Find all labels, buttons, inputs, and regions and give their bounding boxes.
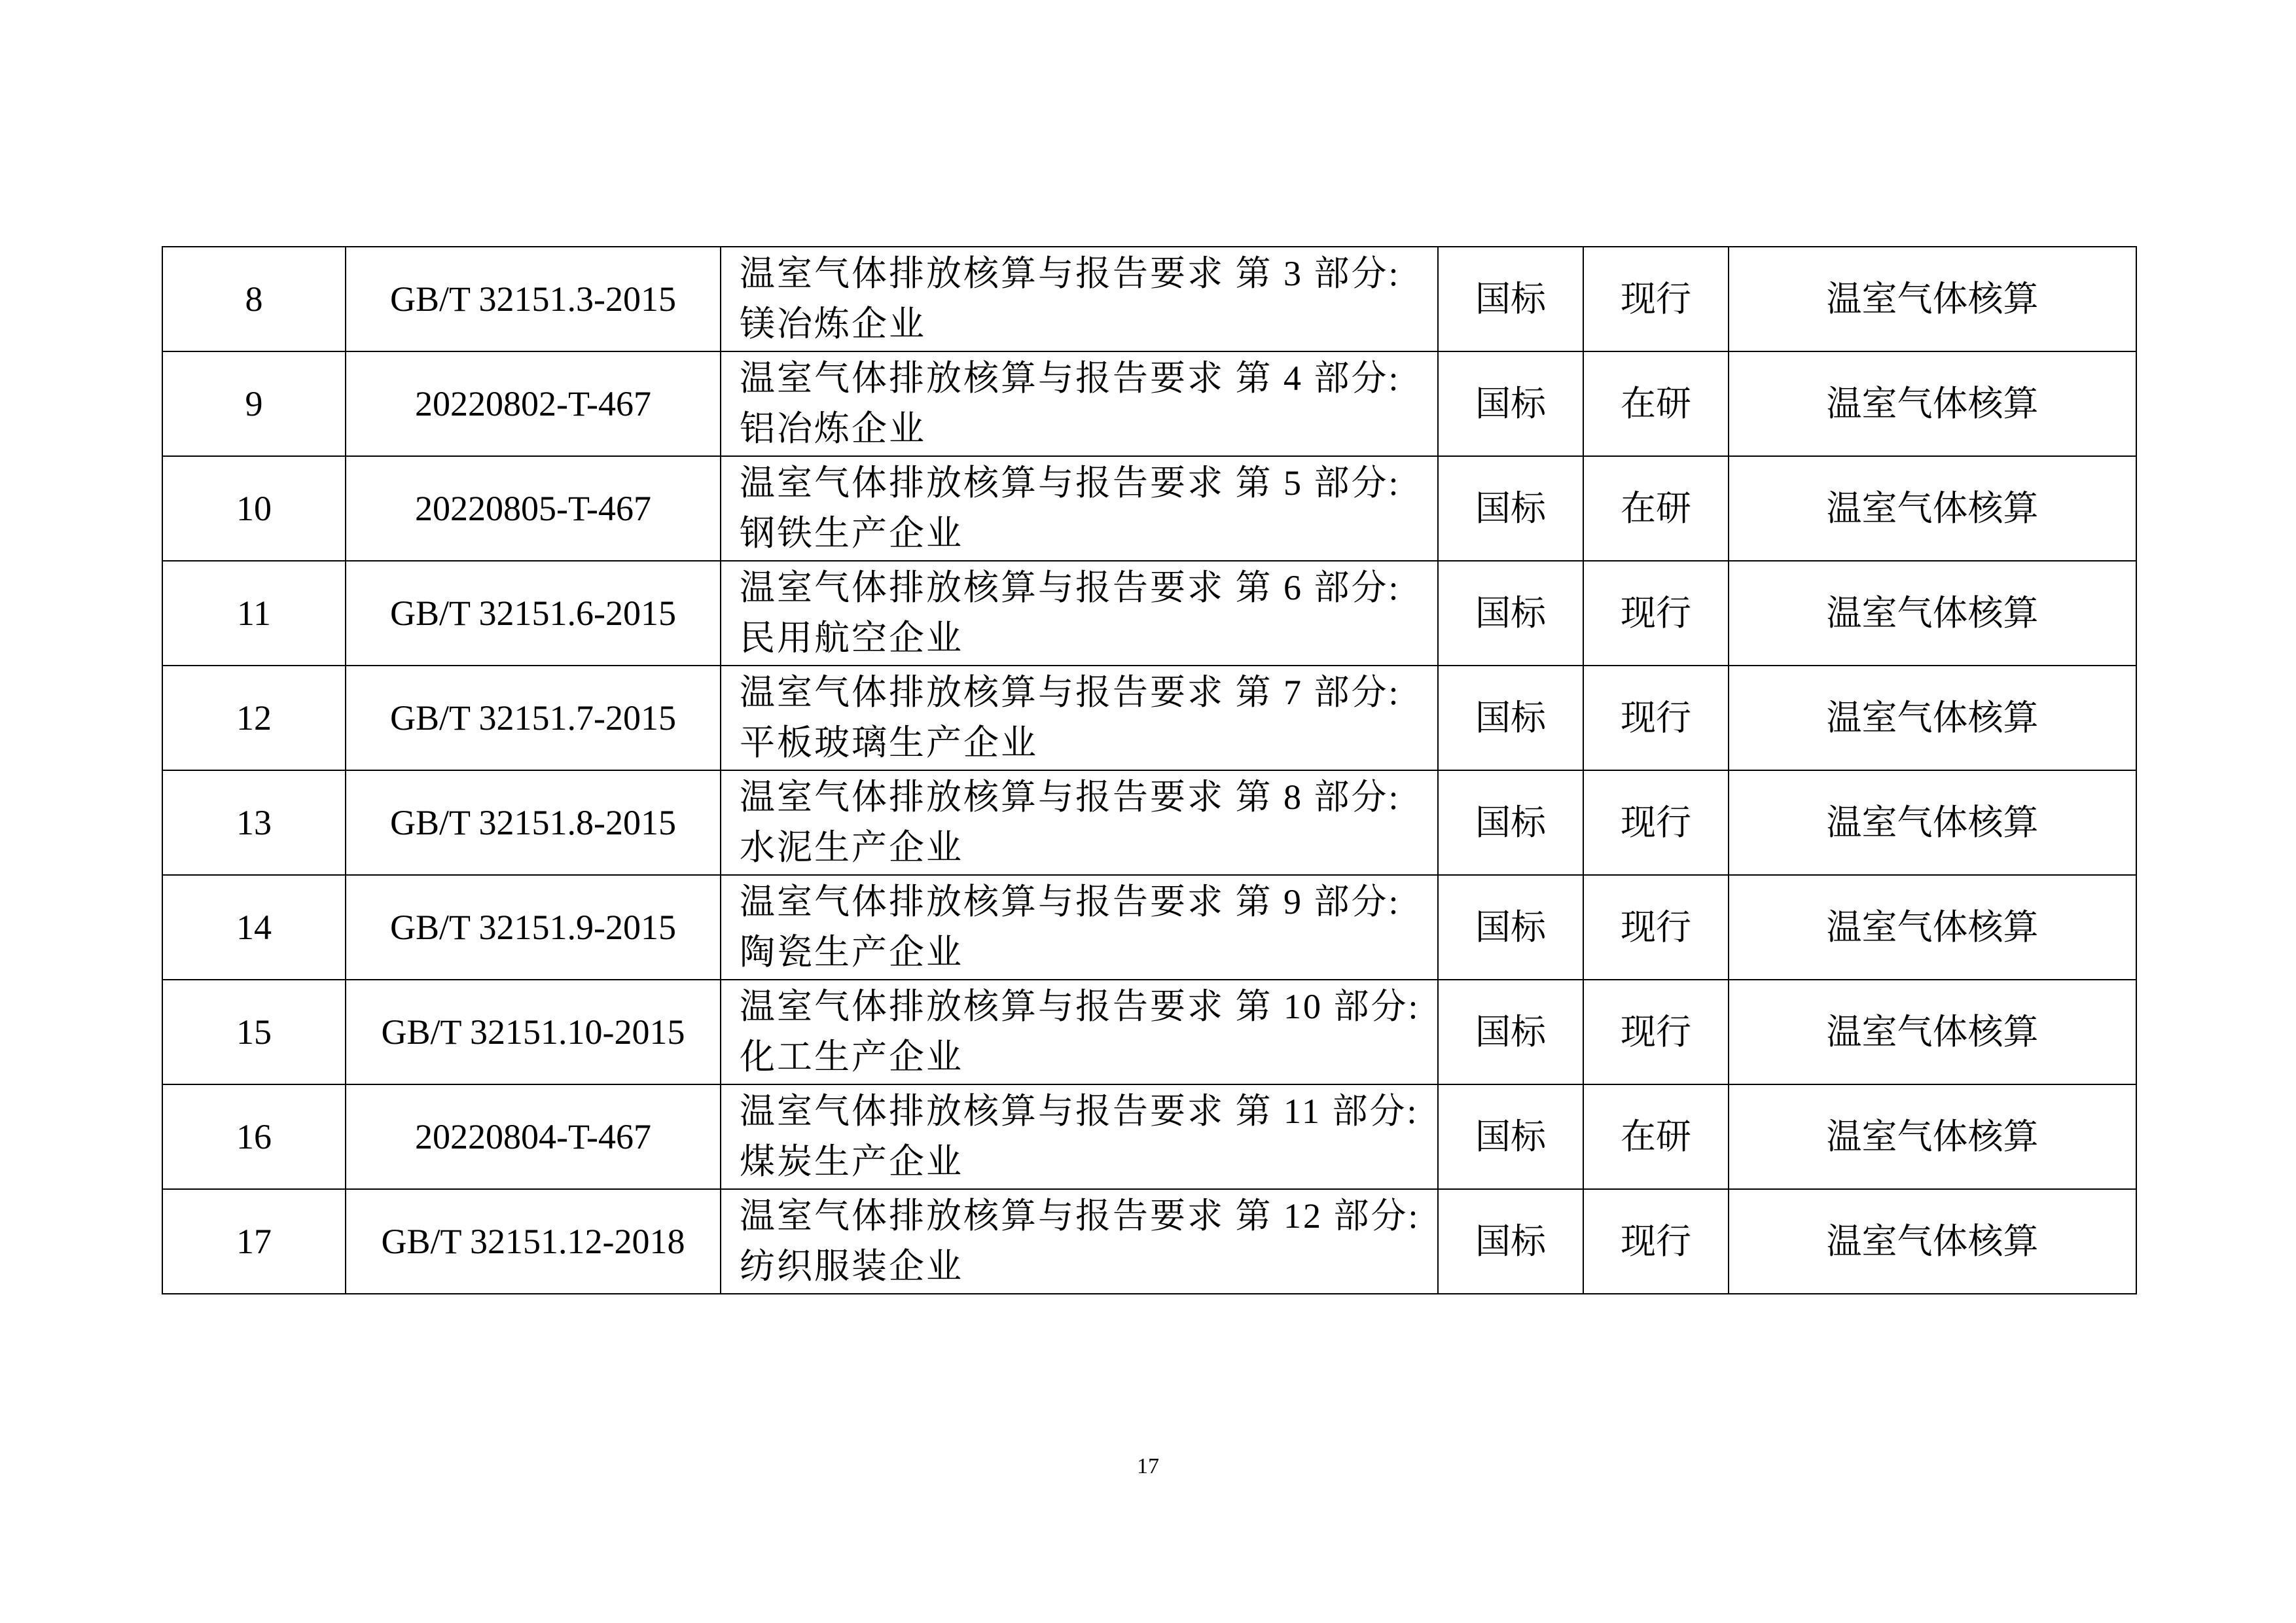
standard-level: 国标 bbox=[1438, 1189, 1583, 1294]
standard-status: 现行 bbox=[1583, 980, 1729, 1084]
standard-category: 温室气体核算 bbox=[1729, 770, 2136, 875]
standard-level: 国标 bbox=[1438, 561, 1583, 666]
standard-category: 温室气体核算 bbox=[1729, 1189, 2136, 1294]
standard-code: GB/T 32151.9-2015 bbox=[346, 875, 721, 980]
standard-category: 温室气体核算 bbox=[1729, 980, 2136, 1084]
standard-title: 温室气体排放核算与报告要求 第 6 部分: 民用航空企业 bbox=[721, 561, 1438, 666]
standard-status: 现行 bbox=[1583, 770, 1729, 875]
standard-level: 国标 bbox=[1438, 770, 1583, 875]
standard-title: 温室气体排放核算与报告要求 第 10 部分: 化工生产企业 bbox=[721, 980, 1438, 1084]
standard-category: 温室气体核算 bbox=[1729, 351, 2136, 456]
standard-code: 20220804-T-467 bbox=[346, 1084, 721, 1189]
standard-category: 温室气体核算 bbox=[1729, 561, 2136, 666]
table-row bbox=[162, 666, 2136, 770]
row-number: 9 bbox=[162, 351, 346, 456]
standard-category: 温室气体核算 bbox=[1729, 247, 2136, 351]
row-number: 8 bbox=[162, 247, 346, 351]
row-number: 10 bbox=[162, 456, 346, 561]
standard-code: 20220805-T-467 bbox=[346, 456, 721, 561]
row-number: 11 bbox=[162, 561, 346, 666]
standard-title: 温室气体排放核算与报告要求 第 8 部分: 水泥生产企业 bbox=[721, 770, 1438, 875]
standard-title: 温室气体排放核算与报告要求 第 7 部分: 平板玻璃生产企业 bbox=[721, 666, 1438, 770]
standard-title: 温室气体排放核算与报告要求 第 12 部分: 纺织服装企业 bbox=[721, 1189, 1438, 1294]
standard-level: 国标 bbox=[1438, 875, 1583, 980]
standards-table bbox=[162, 246, 2137, 1294]
standard-code: GB/T 32151.10-2015 bbox=[346, 980, 721, 1084]
table-row bbox=[162, 561, 2136, 666]
row-number: 14 bbox=[162, 875, 346, 980]
standard-status: 在研 bbox=[1583, 456, 1729, 561]
standard-title: 温室气体排放核算与报告要求 第 5 部分: 钢铁生产企业 bbox=[721, 456, 1438, 561]
standard-code: GB/T 32151.7-2015 bbox=[346, 666, 721, 770]
standard-status: 现行 bbox=[1583, 666, 1729, 770]
standard-category: 温室气体核算 bbox=[1729, 456, 2136, 561]
standard-title: 温室气体排放核算与报告要求 第 11 部分: 煤炭生产企业 bbox=[721, 1084, 1438, 1189]
standard-category: 温室气体核算 bbox=[1729, 875, 2136, 980]
standard-level: 国标 bbox=[1438, 666, 1583, 770]
standard-category: 温室气体核算 bbox=[1729, 666, 2136, 770]
standard-status: 现行 bbox=[1583, 561, 1729, 666]
standard-title: 温室气体排放核算与报告要求 第 3 部分: 镁冶炼企业 bbox=[721, 247, 1438, 351]
standard-status: 现行 bbox=[1583, 1189, 1729, 1294]
table-row bbox=[162, 351, 2136, 456]
standard-level: 国标 bbox=[1438, 456, 1583, 561]
table-row bbox=[162, 1084, 2136, 1189]
standard-code: GB/T 32151.6-2015 bbox=[346, 561, 721, 666]
row-number: 16 bbox=[162, 1084, 346, 1189]
standard-level: 国标 bbox=[1438, 980, 1583, 1084]
table-row bbox=[162, 247, 2136, 351]
standard-code: GB/T 32151.12-2018 bbox=[346, 1189, 721, 1294]
row-number: 17 bbox=[162, 1189, 346, 1294]
row-number: 12 bbox=[162, 666, 346, 770]
row-number: 13 bbox=[162, 770, 346, 875]
standard-title: 温室气体排放核算与报告要求 第 4 部分: 铝冶炼企业 bbox=[721, 351, 1438, 456]
table-row bbox=[162, 456, 2136, 561]
table-row bbox=[162, 1189, 2136, 1294]
standard-level: 国标 bbox=[1438, 1084, 1583, 1189]
standard-status: 在研 bbox=[1583, 351, 1729, 456]
standard-level: 国标 bbox=[1438, 247, 1583, 351]
standard-code: GB/T 32151.3-2015 bbox=[346, 247, 721, 351]
standard-level: 国标 bbox=[1438, 351, 1583, 456]
standard-code: GB/T 32151.8-2015 bbox=[346, 770, 721, 875]
page-number: 17 bbox=[1137, 1454, 1159, 1478]
standard-status: 现行 bbox=[1583, 875, 1729, 980]
table-row bbox=[162, 980, 2136, 1084]
table-row bbox=[162, 875, 2136, 980]
standard-status: 现行 bbox=[1583, 247, 1729, 351]
standard-code: 20220802-T-467 bbox=[346, 351, 721, 456]
standard-category: 温室气体核算 bbox=[1729, 1084, 2136, 1189]
table-row bbox=[162, 770, 2136, 875]
standard-title: 温室气体排放核算与报告要求 第 9 部分: 陶瓷生产企业 bbox=[721, 875, 1438, 980]
standard-status: 在研 bbox=[1583, 1084, 1729, 1189]
row-number: 15 bbox=[162, 980, 346, 1084]
